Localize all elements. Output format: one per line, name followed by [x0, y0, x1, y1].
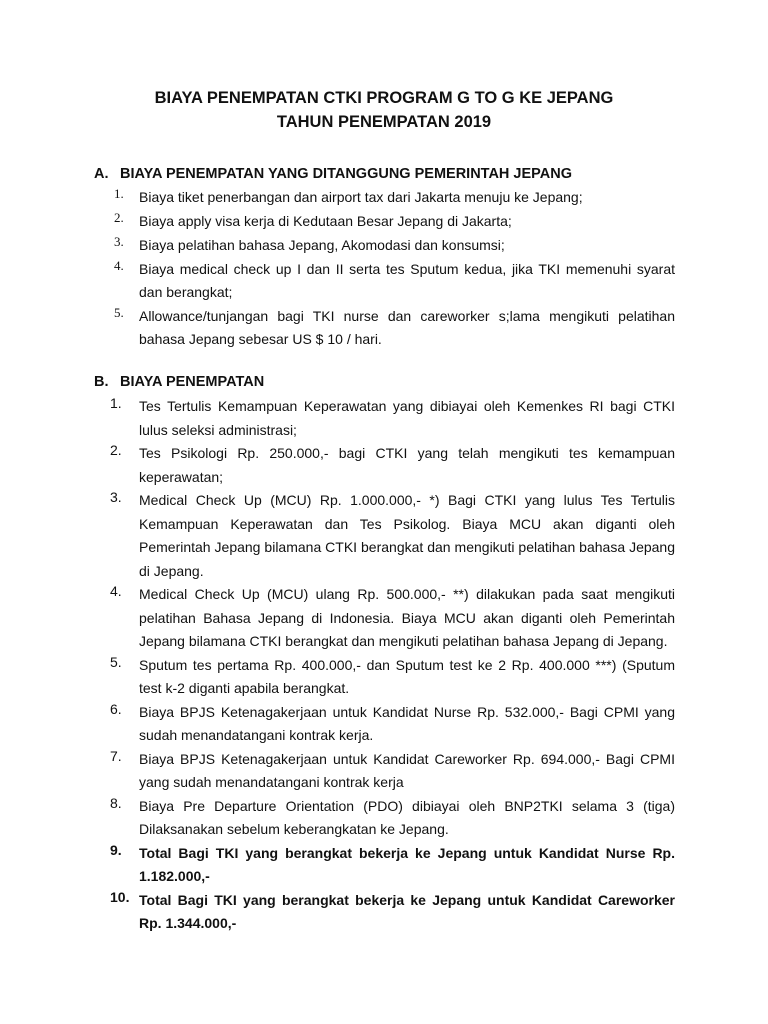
item-number: 3. — [114, 234, 124, 249]
list-item — [0, 748, 768, 795]
list-item — [0, 258, 768, 304]
list-item — [0, 305, 768, 351]
item-number: 2. — [114, 210, 124, 225]
section-a-heading — [94, 164, 572, 184]
section-b-heading — [94, 372, 264, 392]
item-text: Biaya medical check up I dan II serta tes Sputum kedua, jika TKI memenuhi syarat dan berangkat; — [139, 261, 675, 300]
item-text: Biaya tiket penerbangan dan airport tax dari Jakarta menuju ke Jepang; — [139, 189, 583, 205]
item-text: Total Bagi TKI yang berangkat bekerja ke Jepang untuk Kandidat Nurse Rp. 1.182.000,- — [139, 844, 675, 884]
list-item — [0, 654, 768, 701]
item-number: 7. — [110, 747, 122, 764]
title-line-2: TAHUN PENEMPATAN 2019 — [276, 113, 492, 131]
list-item — [0, 442, 768, 489]
item-text: Tes Psikologi Rp. 250.000,- bagi CTKI yang telah mengikuti tes kemampuan keperawatan; — [139, 445, 675, 485]
section-a-list — [0, 186, 768, 352]
item-text: Biaya BPJS Ketenagakerjaan untuk Kandidat Careworker Rp. 694.000,- Bagi CPMI yang sudah menandatangani kontrak kerja — [139, 750, 675, 790]
list-item — [0, 795, 768, 842]
document-title — [0, 86, 768, 134]
item-number: 2. — [110, 442, 122, 458]
list-item — [0, 583, 768, 654]
list-item — [0, 234, 768, 257]
total-nurse-item — [0, 842, 768, 889]
item-number: 8. — [110, 794, 122, 811]
item-text: Biaya BPJS Ketenagakerjaan untuk Kandidat Nurse Rp. 532.000,- Bagi CPMI yang sudah menandatangani kontrak kerja. — [139, 703, 675, 743]
list-item — [0, 186, 768, 209]
title-line-1: BIAYA PENEMPATAN CTKI PROGRAM G TO G KE JEPANG — [154, 89, 614, 107]
item-text: Medical Check Up (MCU) ulang Rp. 500.000,- **) dilakukan pada saat mengikuti pelatihan Bahasa Jepang di Indonesia. Biaya MCU akan diganti oleh Pemerintah Jepang bilamana CTKI berangkat dan mengikuti pelatihan bahasa Jepang di Jepang. — [139, 586, 675, 649]
item-number: 1. — [114, 186, 124, 201]
item-text: Total Bagi TKI yang berangkat bekerja ke Jepang untuk Kandidat Careworker Rp. 1.344.000,- — [139, 891, 675, 931]
item-number: 6. — [110, 700, 122, 717]
list-item — [0, 701, 768, 748]
item-text: Tes Tertulis Kemampuan Keperawatan yang dibiayai oleh Kemenkes RI bagi CTKI lulus seleksi administrasi; — [139, 398, 675, 438]
item-text: Biaya Pre Departure Orientation (PDO) dibiayai oleh BNP2TKI selama 3 (tiga) Dilaksanakan sebelum keberangkatan ke Jepang. — [139, 797, 675, 837]
list-item — [0, 395, 768, 442]
item-number: 3. — [110, 489, 122, 505]
item-text: Biaya apply visa kerja di Kedutaan Besar Jepang di Jakarta; — [139, 213, 512, 229]
item-number: 1. — [110, 395, 122, 411]
item-text: Biaya pelatihan bahasa Jepang, Akomodasi dan konsumsi; — [139, 237, 505, 253]
section-b-title: BIAYA PENEMPATAN — [120, 374, 265, 390]
list-item — [0, 489, 768, 583]
total-careworker-item — [0, 889, 768, 936]
list-item — [0, 210, 768, 233]
item-text: Medical Check Up (MCU) Rp. 1.000.000,- *) Bagi CTKI yang lulus Tes Tertulis Kemampuan Keperawatan dan Tes Psikolog. Biaya MCU akan diganti oleh Pemerintah Jepang bilamana CTKI berangkat dan mengikuti pelatihan bahasa Jepang di Jepang. — [139, 492, 675, 579]
item-number: 4. — [114, 258, 124, 273]
section-b-letter: B. — [94, 374, 109, 390]
item-number: 9. — [110, 841, 122, 858]
item-text: Allowance/tunjangan bagi TKI nurse dan careworker s;lama mengikuti pelatihan bahasa Jepang sebesar US $ 10 / hari. — [139, 308, 675, 347]
item-number: 5. — [110, 653, 122, 670]
section-b-list — [0, 395, 768, 936]
item-text: Sputum tes pertama Rp. 400.000,- dan Sputum test ke 2 Rp. 400.000 ***) (Sputum test k-2 diganti apabila berangkat. — [139, 656, 675, 696]
section-a-letter: A. — [94, 166, 109, 182]
section-a-title: BIAYA PENEMPATAN YANG DITANGGUNG PEMERINTAH JEPANG — [120, 166, 572, 182]
item-number: 10. — [110, 888, 130, 905]
item-number: 5. — [114, 305, 124, 320]
item-number: 4. — [110, 583, 122, 599]
